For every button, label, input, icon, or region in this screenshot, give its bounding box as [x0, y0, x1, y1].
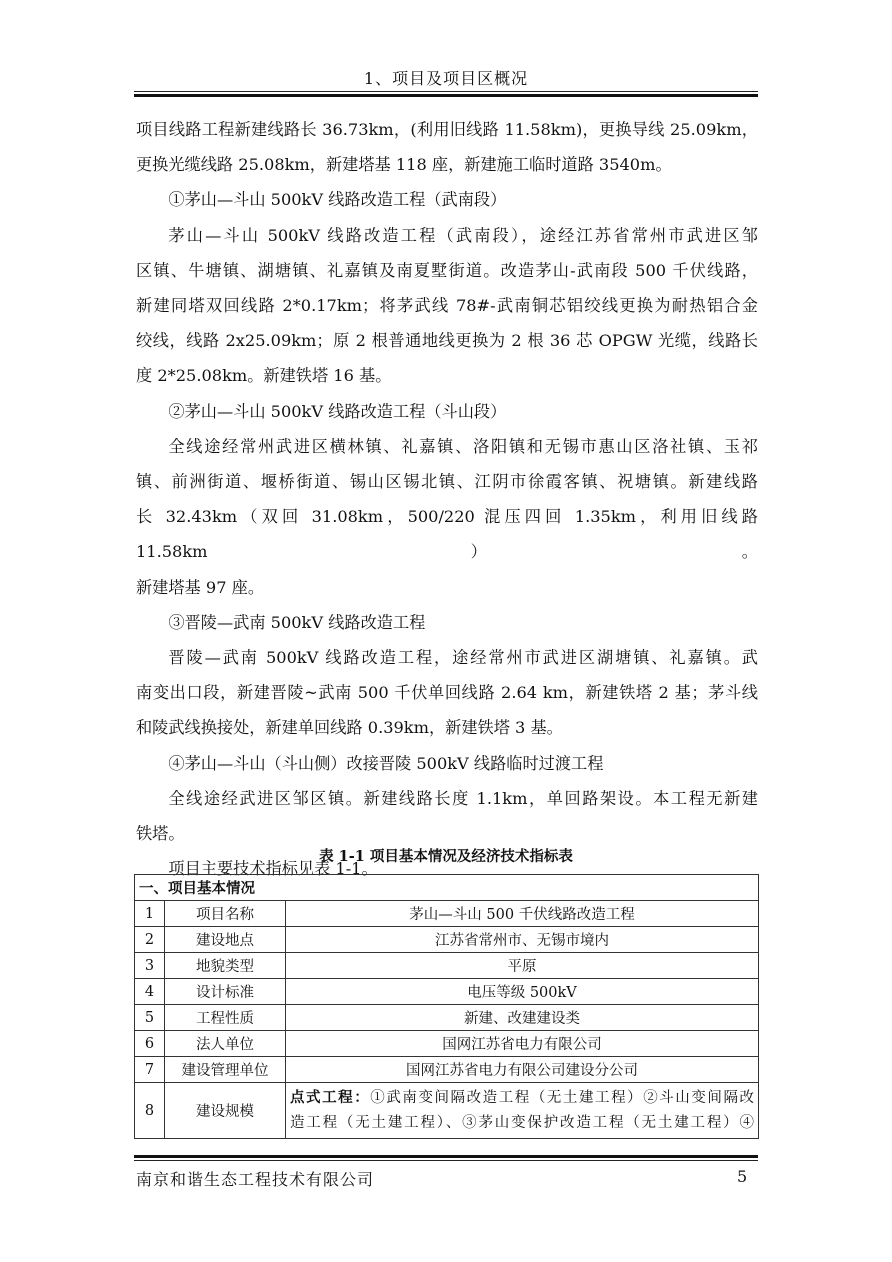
table-cell-no: 6 — [135, 1031, 165, 1057]
table-cell-no: 3 — [135, 953, 165, 979]
table-row — [135, 1031, 759, 1057]
table-cell-no: 8 — [135, 1083, 165, 1139]
paragraph-line: 长 32.43km（双回 31.08km，500/220 混压四回 1.35km，利用旧线路 11.58km）。 — [136, 507, 758, 562]
paragraph-line: 更换光缆线路 25.08km，新建塔基 118 座，新建施工临时道路 3540m。 — [136, 155, 672, 175]
paragraph-line: 全线途经常州武进区横林镇、礼嘉镇、洛阳镇和无锡市惠山区洛社镇、玉祁 — [168, 436, 758, 456]
table-section-title: 一、项目基本情况 — [135, 875, 759, 901]
table-cell-name: 建设规模 — [165, 1083, 286, 1139]
paragraph-line: 度 2*25.08km。新建铁塔 16 基。 — [136, 366, 392, 386]
paragraph-line: 项目线路工程新建线路长 36.73km，(利用旧线路 11.58km)，更换导线 25.09km， — [136, 120, 758, 139]
paragraph-line: 铁塔。 — [136, 824, 185, 844]
table-cell-value: 新建、改建建设类 — [286, 1005, 759, 1031]
paragraph-line: 新建塔基 97 座。 — [136, 577, 265, 597]
table-cell-value: 平原 — [286, 953, 759, 979]
table-cell-name: 法人单位 — [165, 1031, 286, 1057]
table-cell-no: 5 — [135, 1005, 165, 1031]
scale-line: 造工程（无土建工程）、③茅山变保护改造工程（无土建工程）④ — [290, 1115, 754, 1131]
header-rule-thick — [134, 94, 758, 97]
page-number: 5 — [737, 1167, 748, 1186]
scale-bold-label: 点式工程： — [290, 1089, 371, 1106]
table-cell-name: 工程性质 — [165, 1005, 286, 1031]
table-cell-name: 设计标准 — [165, 979, 286, 1005]
header-rule-thin — [134, 91, 758, 92]
footer-company: 南京和谐生态工程技术有限公司 — [136, 1170, 375, 1189]
table-cell-value: 江苏省常州市、无锡市境内 — [286, 927, 759, 953]
table-row — [135, 1005, 759, 1031]
paragraph-line: 全线途经武进区邹区镇。新建线路长度 1.1km，单回路架设。本工程无新建 — [168, 788, 758, 808]
table-cell-value: 电压等级 500kV — [286, 979, 759, 1005]
paragraph-line: 茅山—斗山 500kV 线路改造工程（武南段），途经江苏省常州市武进区邹 — [168, 225, 758, 245]
subheading: ④茅山—斗山（斗山侧）改接晋陵 500kV 线路临时过渡工程 — [168, 753, 604, 773]
footer-rule-thin — [134, 1160, 758, 1161]
paragraph-line: 镇、前洲街道、堰桥街道、锡山区锡北镇、江阴市徐霞客镇、祝塘镇。新建线路 — [136, 472, 758, 492]
scale-line — [290, 1085, 754, 1111]
table-row — [135, 901, 759, 927]
scale-text: ①武南变间隔改造工程（无土建工程）②斗山变间隔改 — [370, 1090, 755, 1106]
body-text — [136, 112, 758, 886]
subheading: ②茅山—斗山 500kV 线路改造工程（斗山段） — [168, 401, 507, 421]
table-cell-name: 地貌类型 — [165, 953, 286, 979]
footer-rule-thick — [134, 1155, 758, 1158]
table-cell-no: 7 — [135, 1057, 165, 1083]
table-cell-name: 建设地点 — [165, 927, 286, 953]
table-cell-name: 建设管理单位 — [165, 1057, 286, 1083]
table-cell-no: 2 — [135, 927, 165, 953]
table-cell-no: 1 — [135, 901, 165, 927]
table-cell-name: 项目名称 — [165, 901, 286, 927]
table-cell-value: 国网江苏省电力有限公司建设分公司 — [286, 1057, 759, 1083]
paragraph-line: 项目主要技术指标见表 1-1。 — [168, 859, 378, 879]
table-caption: 表 1-1 项目基本情况及经济技术指标表 — [319, 848, 573, 865]
table-cell-value: 国网江苏省电力有限公司 — [286, 1031, 759, 1057]
paragraph-line: 区镇、牛塘镇、湖塘镇、礼嘉镇及南夏墅街道。改造茅山-武南段 500 千伏线路， — [136, 260, 758, 280]
paragraph-line: 晋陵—武南 500kV 线路改造工程，途经常州市武进区湖塘镇、礼嘉镇。武 — [168, 648, 758, 668]
table-row — [135, 953, 759, 979]
table-row — [135, 927, 759, 953]
table-row — [135, 979, 759, 1005]
paragraph-line: 绞线，线路 2x25.09km；原 2 根普通地线更换为 2 根 36 芯 OPGW 光缆，线路长 — [136, 331, 758, 351]
table-cell-value: 茅山—斗山 500 千伏线路改造工程 — [286, 901, 759, 927]
subheading: ③晋陵—武南 500kV 线路改造工程 — [168, 612, 426, 632]
table-row — [135, 1083, 759, 1139]
table-row — [135, 1057, 759, 1083]
paragraph-line: 新建同塔双回线路 2*0.17km；将茅武线 78#-武南铜芯铝绞线更换为耐热铝合金 — [136, 296, 758, 316]
page-header-title: 1、项目及项目区概况 — [363, 69, 529, 88]
table-section-row — [135, 875, 759, 901]
table-cell-no: 4 — [135, 979, 165, 1005]
subheading: ①茅山—斗山 500kV 线路改造工程（武南段） — [168, 190, 507, 210]
project-info-table — [134, 874, 759, 1139]
table-cell-scale — [286, 1083, 759, 1139]
paragraph-line: 和陵武线换接处，新建单回线路 0.39km，新建铁塔 3 基。 — [136, 718, 563, 738]
paragraph-line: 南变出口段，新建晋陵~武南 500 千伏单回线路 2.64 km，新建铁塔 2 基；茅斗线 — [136, 683, 758, 703]
